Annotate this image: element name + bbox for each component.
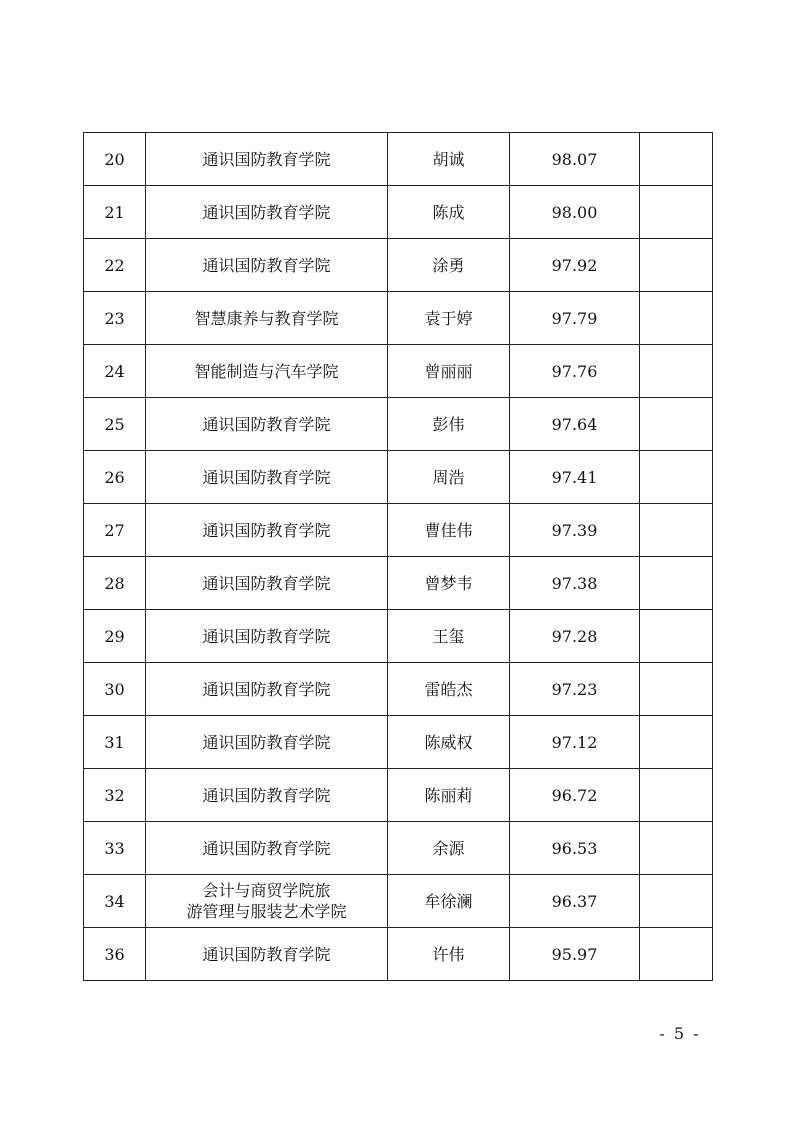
cell-no: 22 xyxy=(84,239,146,292)
cell-college: 通识国防教育学院 xyxy=(146,239,388,292)
cell-score: 97.64 xyxy=(510,398,640,451)
table-body xyxy=(84,133,713,981)
table-row xyxy=(84,610,713,663)
cell-score: 97.12 xyxy=(510,716,640,769)
table-row xyxy=(84,822,713,875)
cell-no: 23 xyxy=(84,292,146,345)
cell-college: 通识国防教育学院 xyxy=(146,398,388,451)
cell-note xyxy=(640,557,713,610)
cell-score: 97.79 xyxy=(510,292,640,345)
cell-score: 98.00 xyxy=(510,186,640,239)
cell-no: 32 xyxy=(84,769,146,822)
cell-college: 通识国防教育学院 xyxy=(146,663,388,716)
cell-note xyxy=(640,292,713,345)
cell-no: 25 xyxy=(84,398,146,451)
cell-no: 29 xyxy=(84,610,146,663)
cell-no: 30 xyxy=(84,663,146,716)
score-table xyxy=(83,132,713,981)
cell-score: 97.41 xyxy=(510,451,640,504)
cell-college: 通识国防教育学院 xyxy=(146,610,388,663)
cell-score: 97.23 xyxy=(510,663,640,716)
cell-score: 97.39 xyxy=(510,504,640,557)
cell-score: 97.92 xyxy=(510,239,640,292)
college-line: 游管理与服装艺术学院 xyxy=(186,902,347,921)
cell-note xyxy=(640,398,713,451)
cell-name: 涂勇 xyxy=(388,239,510,292)
cell-note xyxy=(640,875,713,928)
cell-college: 通识国防教育学院 xyxy=(146,504,388,557)
cell-college: 智能制造与汽车学院 xyxy=(146,345,388,398)
cell-no: 33 xyxy=(84,822,146,875)
cell-name: 彭伟 xyxy=(388,398,510,451)
cell-note xyxy=(640,716,713,769)
cell-college: 通识国防教育学院 xyxy=(146,716,388,769)
cell-no: 34 xyxy=(84,875,146,928)
cell-no: 31 xyxy=(84,716,146,769)
cell-college: 智慧康养与教育学院 xyxy=(146,292,388,345)
cell-note xyxy=(640,663,713,716)
cell-score: 97.38 xyxy=(510,557,640,610)
table-row xyxy=(84,928,713,981)
table-row xyxy=(84,292,713,345)
cell-no: 36 xyxy=(84,928,146,981)
cell-no: 20 xyxy=(84,133,146,186)
cell-name: 袁于婷 xyxy=(388,292,510,345)
cell-college: 通识国防教育学院 xyxy=(146,769,388,822)
table-row xyxy=(84,451,713,504)
cell-note xyxy=(640,133,713,186)
cell-name: 胡诚 xyxy=(388,133,510,186)
table-row xyxy=(84,504,713,557)
cell-note xyxy=(640,451,713,504)
table-row xyxy=(84,398,713,451)
cell-no: 27 xyxy=(84,504,146,557)
cell-note xyxy=(640,345,713,398)
cell-name: 曹佳伟 xyxy=(388,504,510,557)
college-line: 会计与商贸学院旅 xyxy=(202,881,331,900)
cell-score: 96.53 xyxy=(510,822,640,875)
cell-college: 通识国防教育学院 xyxy=(146,928,388,981)
cell-note xyxy=(640,769,713,822)
cell-no: 21 xyxy=(84,186,146,239)
cell-note xyxy=(640,928,713,981)
cell-score: 97.76 xyxy=(510,345,640,398)
table-row xyxy=(84,186,713,239)
cell-college: 通识国防教育学院 xyxy=(146,557,388,610)
cell-college xyxy=(146,875,388,928)
cell-note xyxy=(640,504,713,557)
table-row xyxy=(84,716,713,769)
cell-name: 许伟 xyxy=(388,928,510,981)
cell-score: 96.37 xyxy=(510,875,640,928)
cell-note xyxy=(640,822,713,875)
cell-name: 陈成 xyxy=(388,186,510,239)
cell-no: 28 xyxy=(84,557,146,610)
cell-name: 余源 xyxy=(388,822,510,875)
cell-note xyxy=(640,186,713,239)
cell-note xyxy=(640,239,713,292)
table-row xyxy=(84,239,713,292)
cell-score: 98.07 xyxy=(510,133,640,186)
table-row xyxy=(84,875,713,928)
table-row xyxy=(84,557,713,610)
table-row xyxy=(84,345,713,398)
cell-name: 周浩 xyxy=(388,451,510,504)
cell-college: 通识国防教育学院 xyxy=(146,451,388,504)
cell-college: 通识国防教育学院 xyxy=(146,822,388,875)
cell-name: 王玺 xyxy=(388,610,510,663)
table-row xyxy=(84,663,713,716)
cell-note xyxy=(640,610,713,663)
table-row xyxy=(84,769,713,822)
cell-score: 95.97 xyxy=(510,928,640,981)
cell-name: 陈威权 xyxy=(388,716,510,769)
page-number: - 5 - xyxy=(659,1024,701,1043)
cell-no: 24 xyxy=(84,345,146,398)
cell-name: 曾丽丽 xyxy=(388,345,510,398)
cell-name: 雷皓杰 xyxy=(388,663,510,716)
cell-college: 通识国防教育学院 xyxy=(146,133,388,186)
cell-no: 26 xyxy=(84,451,146,504)
cell-name: 陈丽莉 xyxy=(388,769,510,822)
cell-name: 曾梦韦 xyxy=(388,557,510,610)
cell-score: 96.72 xyxy=(510,769,640,822)
cell-name: 牟徐澜 xyxy=(388,875,510,928)
table-row xyxy=(84,133,713,186)
cell-college: 通识国防教育学院 xyxy=(146,186,388,239)
cell-score: 97.28 xyxy=(510,610,640,663)
